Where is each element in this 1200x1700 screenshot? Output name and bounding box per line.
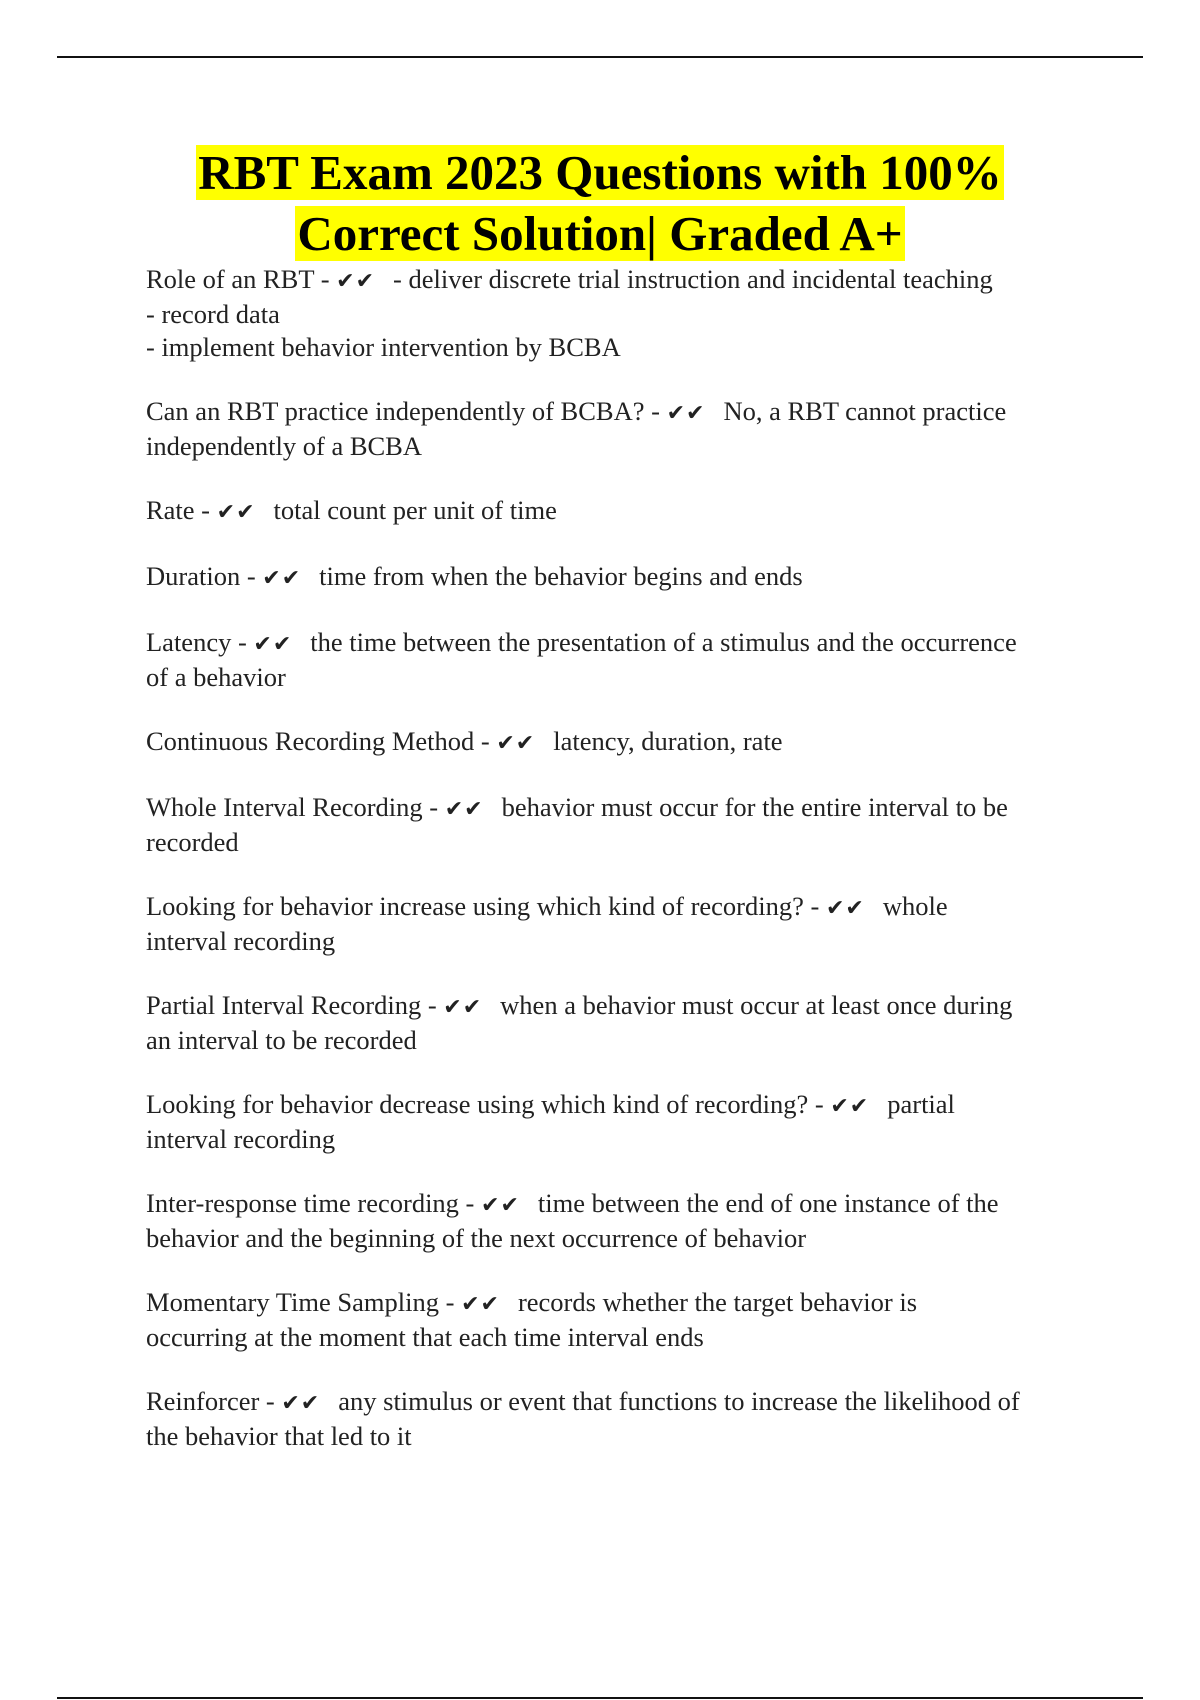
qa-first-line — [146, 989, 1096, 1024]
qa-continuation-line: interval recording — [146, 926, 336, 956]
title-line-2: Correct Solution| Graded A+ — [297, 206, 903, 261]
qa-entry — [146, 626, 1096, 694]
qa-term: Continuous Recording Method - — [146, 726, 497, 756]
double-check-icon: ✔✔ — [253, 632, 293, 657]
qa-answer: any stimulus or event that functions to increase the likelihood of — [338, 1386, 1020, 1416]
qa-first-line — [146, 1088, 1096, 1123]
title-line-1: RBT Exam 2023 Questions with 100% — [198, 145, 1002, 200]
qa-term: Role of an RBT - — [146, 264, 337, 294]
qa-answer: records whether the target behavior is — [517, 1287, 918, 1317]
qa-first-line — [146, 890, 1096, 925]
qa-entry — [146, 263, 1096, 364]
double-check-icon: ✔✔ — [481, 1193, 520, 1218]
qa-entry — [146, 725, 1096, 760]
double-check-icon: ✔✔ — [262, 566, 302, 591]
qa-continuation-line: of a behavior — [146, 662, 286, 692]
qa-first-line — [146, 494, 1096, 529]
qa-list — [146, 263, 1096, 1484]
double-check-icon: ✔✔ — [825, 896, 865, 921]
qa-term: Momentary Time Sampling - — [146, 1287, 462, 1317]
qa-first-line — [146, 791, 1096, 826]
qa-term: Latency - — [146, 627, 254, 657]
double-check-icon: ✔✔ — [216, 500, 256, 525]
qa-answer: - deliver discrete trial instruction and incidental teaching — [393, 264, 993, 294]
qa-continuation-line: occurring at the moment that each time interval ends — [146, 1322, 704, 1352]
double-check-icon: ✔✔ — [444, 797, 484, 822]
qa-first-line — [146, 626, 1096, 661]
qa-continuation-line: independently of a BCBA — [146, 431, 422, 461]
qa-term: Whole Interval Recording - — [146, 792, 445, 822]
qa-entry — [146, 989, 1096, 1057]
qa-entry — [146, 494, 1096, 529]
qa-first-line — [146, 1286, 1096, 1321]
qa-answer: time between the end of one instance of the — [537, 1188, 999, 1218]
qa-continuation-line: the behavior that led to it — [146, 1421, 412, 1451]
qa-term: Rate - — [146, 495, 217, 525]
qa-answer: No, a RBT cannot practice — [723, 396, 1007, 426]
qa-entry — [146, 1286, 1096, 1354]
qa-answer: whole — [882, 891, 948, 921]
double-check-icon: ✔✔ — [666, 401, 706, 426]
qa-term: Looking for behavior increase using which kind of recording? - — [146, 891, 826, 921]
qa-answer: the time between the presentation of a stimulus and the occurrence — [310, 627, 1017, 657]
qa-answer: behavior must occur for the entire interval to be — [501, 792, 1008, 822]
qa-answer: time from when the behavior begins and ends — [319, 561, 803, 591]
qa-answer: when a behavior must occur at least once during — [500, 990, 1013, 1020]
qa-term: Can an RBT practice independently of BCBA? - — [146, 396, 667, 426]
qa-entry — [146, 1088, 1096, 1156]
qa-term: Duration - — [146, 561, 263, 591]
qa-entry — [146, 791, 1096, 859]
qa-first-line — [146, 725, 1096, 760]
qa-term: Inter-response time recording - — [146, 1188, 482, 1218]
qa-continuation-line: behavior and the beginning of the next occurrence of behavior — [146, 1223, 807, 1253]
double-check-icon: ✔✔ — [830, 1094, 870, 1119]
qa-continuation-line: - record data — [146, 299, 280, 329]
double-check-icon: ✔✔ — [281, 1391, 321, 1416]
double-check-icon: ✔✔ — [443, 995, 483, 1020]
qa-continuation-line: an interval to be recorded — [146, 1025, 417, 1055]
qa-entry — [146, 1187, 1096, 1255]
qa-term: Partial Interval Recording - — [146, 990, 444, 1020]
double-check-icon: ✔✔ — [336, 269, 376, 294]
top-divider — [57, 56, 1143, 58]
qa-first-line — [146, 1385, 1096, 1420]
qa-first-line — [146, 560, 1096, 595]
qa-answer: partial — [887, 1089, 955, 1119]
qa-entry — [146, 560, 1096, 595]
qa-term: Reinforcer - — [146, 1386, 282, 1416]
qa-answer: total count per unit of time — [273, 495, 557, 525]
qa-first-line — [146, 263, 1096, 298]
qa-entry — [146, 395, 1096, 463]
qa-continuation-line: - implement behavior intervention by BCBA — [146, 332, 621, 362]
qa-answer: latency, duration, rate — [553, 726, 783, 756]
bottom-divider — [57, 1697, 1143, 1699]
double-check-icon: ✔✔ — [461, 1292, 500, 1317]
qa-entry — [146, 890, 1096, 958]
double-check-icon: ✔✔ — [496, 731, 536, 756]
qa-term: Looking for behavior decrease using which kind of recording? - — [146, 1089, 831, 1119]
qa-entry — [146, 1385, 1096, 1453]
qa-continuation-line: recorded — [146, 827, 239, 857]
document-title — [0, 142, 1200, 264]
qa-continuation-line: interval recording — [146, 1124, 336, 1154]
qa-first-line — [146, 395, 1096, 430]
qa-first-line — [146, 1187, 1096, 1222]
